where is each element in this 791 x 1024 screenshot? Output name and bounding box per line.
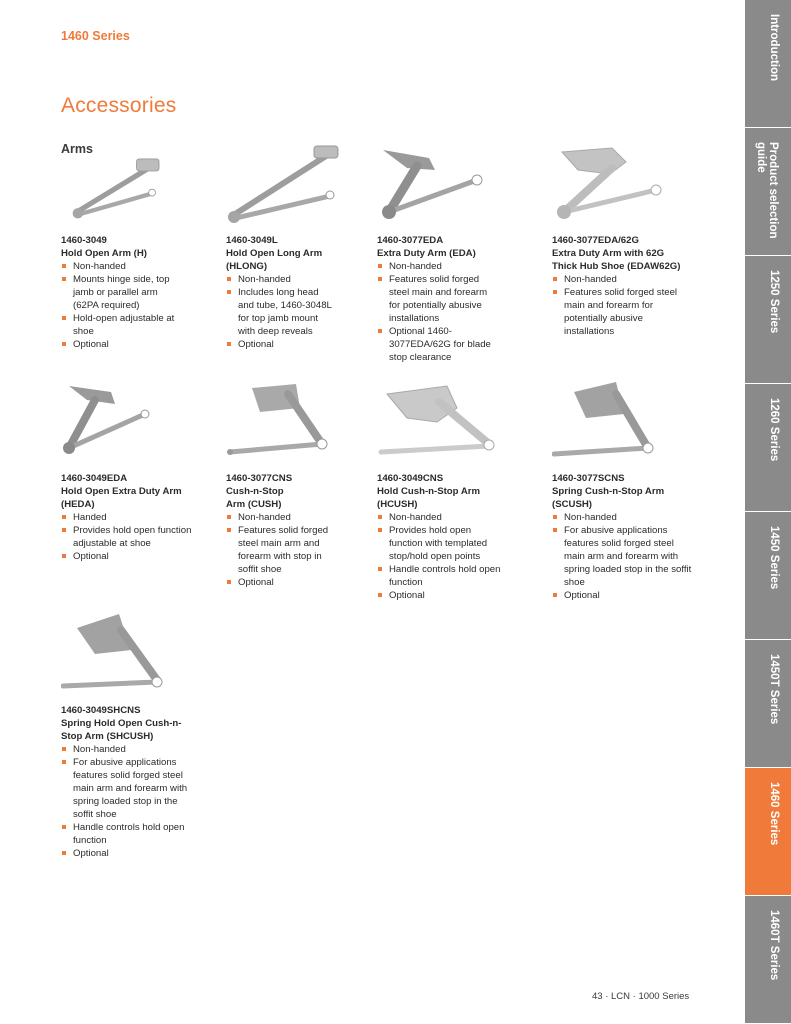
- extra-duty-arm-62g-image: [552, 140, 672, 228]
- product-name: Stop Arm (SHCUSH): [61, 731, 154, 742]
- product-name: Hold Open Extra Duty Arm: [61, 486, 182, 497]
- feature-item: Non-handed: [377, 260, 497, 273]
- feature-item: Includes long head and tube, 1460-3048L for top jamb mount with deep reveals: [226, 286, 336, 338]
- feature-item: Optional: [61, 847, 196, 860]
- product-card: [552, 378, 692, 602]
- product-name: Cush-n-Stop: [226, 486, 284, 497]
- tab-label: Product selection guide: [755, 142, 779, 239]
- series-header: 1460 Series: [61, 29, 130, 43]
- tab-label: Introduction: [768, 14, 780, 82]
- feature-item: Optional: [377, 589, 502, 602]
- product-name: (HEDA): [61, 499, 95, 510]
- product-code: 1460-3077SCNS: [552, 473, 625, 484]
- feature-item: Features solid forged steel main and forearm for potentially abusive installations: [377, 273, 497, 325]
- product-name: (HLONG): [226, 261, 268, 272]
- feature-item: Non-handed: [377, 511, 502, 524]
- hold-cush-n-stop-arm-image: [377, 378, 497, 466]
- extra-duty-arm-image: [377, 140, 497, 228]
- feature-list: [61, 260, 181, 351]
- tab-1260-series[interactable]: [745, 384, 791, 512]
- tab-label: 1460 Series: [768, 782, 780, 846]
- feature-item: For abusive applications features solid forged steel main arm and forearm with spring loaded stop in the soffit shoe: [61, 756, 196, 821]
- product-card: [61, 610, 196, 860]
- product-code: 1460-3077EDA/62G: [552, 235, 639, 246]
- feature-item: Non-handed: [61, 260, 181, 273]
- product-card: [61, 378, 201, 563]
- tab-1250-series[interactable]: [745, 256, 791, 384]
- feature-item: Features solid forged steel main and forearm for potentially abusive installations: [552, 286, 692, 338]
- product-card: [61, 152, 181, 351]
- product-card: [552, 140, 692, 338]
- feature-item: Optional 1460-3077EDA/62G for blade stop clearance: [377, 325, 497, 364]
- product-name: Arm (CUSH): [226, 499, 282, 510]
- product-name: Hold Open Arm (H): [61, 248, 147, 259]
- feature-list: [552, 273, 692, 338]
- product-name: Thick Hub Shoe (EDAW62G): [552, 261, 681, 272]
- product-name: (SCUSH): [552, 499, 592, 510]
- tab-label: 1260 Series: [768, 398, 780, 462]
- product-name: (HCUSH): [377, 499, 418, 510]
- product-name: Hold Open Long Arm: [226, 248, 323, 259]
- feature-item: Handed: [61, 511, 201, 524]
- product-code: 1460-3049L: [226, 235, 278, 246]
- product-code: 1460-3049EDA: [61, 473, 128, 484]
- product-card: [377, 378, 502, 602]
- tab-1450t-series[interactable]: [745, 640, 791, 768]
- feature-item: Optional: [226, 576, 336, 589]
- feature-item: Handle controls hold open function: [61, 821, 196, 847]
- feature-item: Optional: [61, 338, 181, 351]
- feature-item: Non-handed: [61, 743, 196, 756]
- tab-1460-series[interactable]: [745, 768, 791, 896]
- feature-item: Handle controls hold open function: [377, 563, 502, 589]
- product-name: Hold Cush-n-Stop Arm: [377, 486, 481, 497]
- product-card: [226, 378, 336, 589]
- tab-product-selection-guide[interactable]: [745, 128, 791, 256]
- tab-label: 1450T Series: [768, 654, 780, 725]
- feature-item: For abusive applications features solid forged steel main arm and forearm with spring loaded stop in the soffit shoe: [552, 524, 692, 589]
- product-card: [377, 140, 497, 364]
- feature-item: Non-handed: [552, 511, 692, 524]
- hold-open-extra-duty-arm-image: [61, 378, 181, 466]
- product-card: [226, 140, 336, 351]
- feature-list: [226, 511, 336, 589]
- product-name: Extra Duty Arm with 62G: [552, 248, 665, 259]
- feature-item: Features solid forged steel main arm and forearm with stop in soffit shoe: [226, 524, 336, 576]
- feature-item: Mounts hinge side, top jamb or parallel arm (62PA required): [61, 273, 181, 312]
- cush-n-stop-arm-image: [226, 378, 346, 466]
- feature-item: Non-handed: [226, 273, 336, 286]
- feature-item: Optional: [226, 338, 336, 351]
- feature-item: Provides hold open function with templated stop/hold open points: [377, 524, 502, 563]
- feature-list: [377, 260, 497, 364]
- feature-item: Optional: [61, 550, 201, 563]
- feature-list: [226, 273, 336, 351]
- page-title: Accessories: [61, 94, 177, 117]
- hold-open-long-arm-image: [226, 140, 346, 228]
- feature-list: [61, 743, 196, 860]
- product-code: 1460-3077CNS: [226, 473, 293, 484]
- tab-1460t-series[interactable]: [745, 896, 791, 1024]
- product-code: 1460-3049: [61, 235, 107, 246]
- feature-list: [61, 511, 201, 563]
- spring-hold-open-cush-n-stop-arm-image: [61, 610, 181, 698]
- feature-list: [552, 511, 692, 602]
- tab-label: 1450 Series: [768, 526, 780, 590]
- feature-item: Non-handed: [552, 273, 692, 286]
- product-code: 1460-3049CNS: [377, 473, 444, 484]
- product-code: 1460-3049SHCNS: [61, 705, 141, 716]
- feature-item: Hold-open adjustable at shoe: [61, 312, 181, 338]
- spring-cush-n-stop-arm-image: [552, 378, 672, 466]
- tab-introduction[interactable]: [745, 0, 791, 128]
- feature-item: Provides hold open function adjustable at shoe: [61, 524, 201, 550]
- feature-list: [377, 511, 502, 602]
- hold-open-arm-image: [61, 152, 181, 228]
- page-footer: 43 · LCN · 1000 Series: [592, 991, 690, 1002]
- product-code: 1460-3077EDA: [377, 235, 444, 246]
- feature-item: Non-handed: [226, 511, 336, 524]
- product-name: Spring Cush-n-Stop Arm: [552, 486, 665, 497]
- tab-1450-series[interactable]: [745, 512, 791, 640]
- section-title: Arms: [61, 142, 93, 156]
- product-name: Spring Hold Open Cush-n-: [61, 718, 182, 729]
- tab-label: 1250 Series: [768, 270, 780, 334]
- feature-item: Optional: [552, 589, 692, 602]
- tab-label: 1460T Series: [768, 910, 780, 981]
- product-name: Extra Duty Arm (EDA): [377, 248, 476, 259]
- sidebar-tabs: [745, 0, 791, 1024]
